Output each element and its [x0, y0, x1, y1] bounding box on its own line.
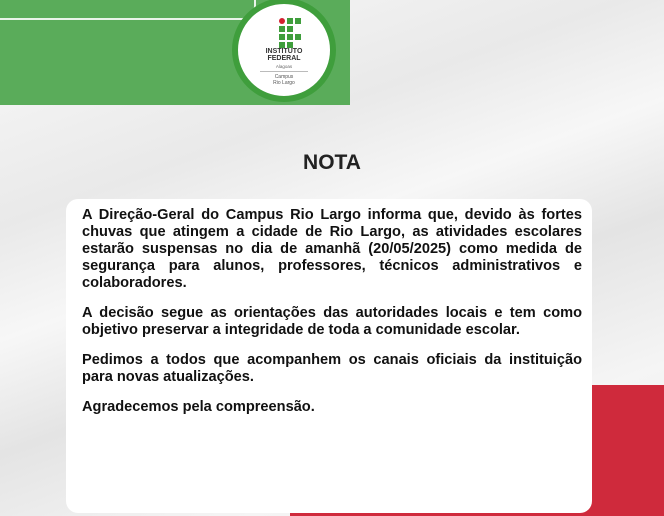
- paragraph-4: Agradecemos pela compreensão.: [82, 399, 315, 415]
- page-title: NOTA: [303, 151, 361, 174]
- logo-title-line1: INSTITUTO: [265, 48, 303, 55]
- decorative-outline: [0, 0, 256, 20]
- logo-campus-line1: Campus: [274, 74, 294, 80]
- logo-title: [238, 48, 330, 62]
- institution-logo: [232, 0, 336, 102]
- logo-campus: [238, 74, 330, 86]
- paragraph-1: A Direção-Geral do Campus Rio Largo informa que, devido às fortes chuvas que atingem a cidade de Rio Largo, as atividades escolares estarão suspensas no dia de amanhã (20/05/2025) como medida de segurança para alunos, professores, técnicos administrativos e colaboradores.: [82, 207, 582, 291]
- logo-state: Alagoas: [275, 64, 293, 69]
- paragraph-2: A decisão segue as orientações das autoridades locais e tem como objetivo preservar a integridade de toda a comunidade escolar.: [82, 305, 582, 338]
- paragraph-3: Pedimos a todos que acompanhem os canais oficiais da instituição para novas atualizações.: [82, 352, 582, 385]
- logo-campus-line2: Rio Largo: [273, 80, 295, 86]
- logo-title-line2: FEDERAL: [267, 55, 301, 62]
- note-card: [66, 199, 592, 513]
- logo-divider: [260, 71, 308, 72]
- if-logo-icon: [279, 18, 301, 48]
